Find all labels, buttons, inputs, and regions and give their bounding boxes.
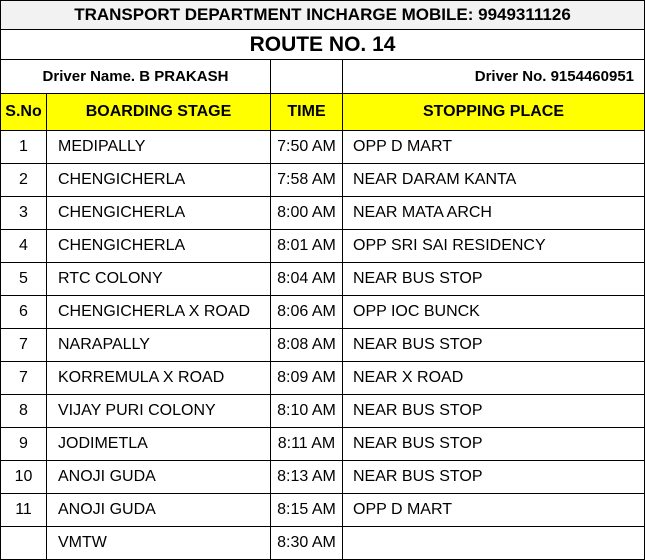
table-row: [1, 230, 645, 263]
stopping-place-cell: NEAR BUS STOP: [343, 329, 645, 362]
stopping-place-cell: NEAR BUS STOP: [343, 461, 645, 494]
stopping-place-cell: NEAR X ROAD: [343, 362, 645, 395]
column-header-stop: STOPPING PLACE: [343, 94, 645, 131]
table-row: [1, 164, 645, 197]
sno-cell: [1, 527, 47, 560]
stopping-place-cell: [343, 527, 645, 560]
table-row: [1, 197, 645, 230]
time-cell: 8:13 AM: [271, 461, 343, 494]
boarding-stage-cell: RTC COLONY: [47, 263, 271, 296]
time-cell: 8:00 AM: [271, 197, 343, 230]
stopping-place-cell: OPP IOC BUNCK: [343, 296, 645, 329]
time-cell: 7:50 AM: [271, 131, 343, 164]
stopping-place-cell: NEAR BUS STOP: [343, 428, 645, 461]
time-cell: 8:30 AM: [271, 527, 343, 560]
stopping-place-cell: NEAR MATA ARCH: [343, 197, 645, 230]
driver-number: Driver No. 9154460951: [343, 60, 645, 94]
time-cell: 8:11 AM: [271, 428, 343, 461]
department-header-row: [1, 1, 645, 30]
time-cell: 8:08 AM: [271, 329, 343, 362]
column-header-time: TIME: [271, 94, 343, 131]
boarding-stage-cell: VMTW: [47, 527, 271, 560]
department-title: TRANSPORT DEPARTMENT INCHARGE MOBILE: 9949311126: [1, 1, 645, 30]
table-row: [1, 362, 645, 395]
sno-cell: 4: [1, 230, 47, 263]
table-row: [1, 428, 645, 461]
stopping-place-cell: NEAR DARAM KANTA: [343, 164, 645, 197]
sno-cell: 3: [1, 197, 47, 230]
table-row: [1, 131, 645, 164]
boarding-stage-cell: ANOJI GUDA: [47, 494, 271, 527]
time-cell: 8:15 AM: [271, 494, 343, 527]
stopping-place-cell: OPP D MART: [343, 494, 645, 527]
sno-cell: 10: [1, 461, 47, 494]
column-header-sno: S.No: [1, 94, 47, 131]
sno-cell: 6: [1, 296, 47, 329]
sno-cell: 11: [1, 494, 47, 527]
time-cell: 8:09 AM: [271, 362, 343, 395]
boarding-stage-cell: CHENGICHERLA: [47, 164, 271, 197]
driver-spacer-cell: [271, 60, 343, 94]
table-row: [1, 263, 645, 296]
boarding-stage-cell: KORREMULA X ROAD: [47, 362, 271, 395]
stopping-place-cell: OPP SRI SAI RESIDENCY: [343, 230, 645, 263]
sno-cell: 7: [1, 362, 47, 395]
boarding-stage-cell: VIJAY PURI COLONY: [47, 395, 271, 428]
time-cell: 8:10 AM: [271, 395, 343, 428]
column-header-row: [1, 94, 645, 131]
column-header-stage: BOARDING STAGE: [47, 94, 271, 131]
stopping-place-cell: NEAR BUS STOP: [343, 263, 645, 296]
sno-cell: 2: [1, 164, 47, 197]
route-header-row: [1, 30, 645, 60]
time-cell: 8:06 AM: [271, 296, 343, 329]
table-row: [1, 296, 645, 329]
stopping-place-cell: OPP D MART: [343, 131, 645, 164]
driver-name: Driver Name. B PRAKASH: [1, 60, 271, 94]
table-row: [1, 461, 645, 494]
time-cell: 8:01 AM: [271, 230, 343, 263]
boarding-stage-cell: NARAPALLY: [47, 329, 271, 362]
table-row: [1, 494, 645, 527]
route-title: ROUTE NO. 14: [1, 30, 645, 60]
sno-cell: 9: [1, 428, 47, 461]
driver-row: [1, 60, 645, 94]
boarding-stage-cell: CHENGICHERLA: [47, 230, 271, 263]
sno-cell: 7: [1, 329, 47, 362]
sno-cell: 5: [1, 263, 47, 296]
sno-cell: 1: [1, 131, 47, 164]
table-row: [1, 395, 645, 428]
table-row: [1, 329, 645, 362]
boarding-stage-cell: MEDIPALLY: [47, 131, 271, 164]
stopping-place-cell: NEAR BUS STOP: [343, 395, 645, 428]
sno-cell: 8: [1, 395, 47, 428]
table-row: [1, 527, 645, 560]
boarding-stage-cell: CHENGICHERLA X ROAD: [47, 296, 271, 329]
time-cell: 7:58 AM: [271, 164, 343, 197]
boarding-stage-cell: ANOJI GUDA: [47, 461, 271, 494]
time-cell: 8:04 AM: [271, 263, 343, 296]
boarding-stage-cell: JODIMETLA: [47, 428, 271, 461]
boarding-stage-cell: CHENGICHERLA: [47, 197, 271, 230]
